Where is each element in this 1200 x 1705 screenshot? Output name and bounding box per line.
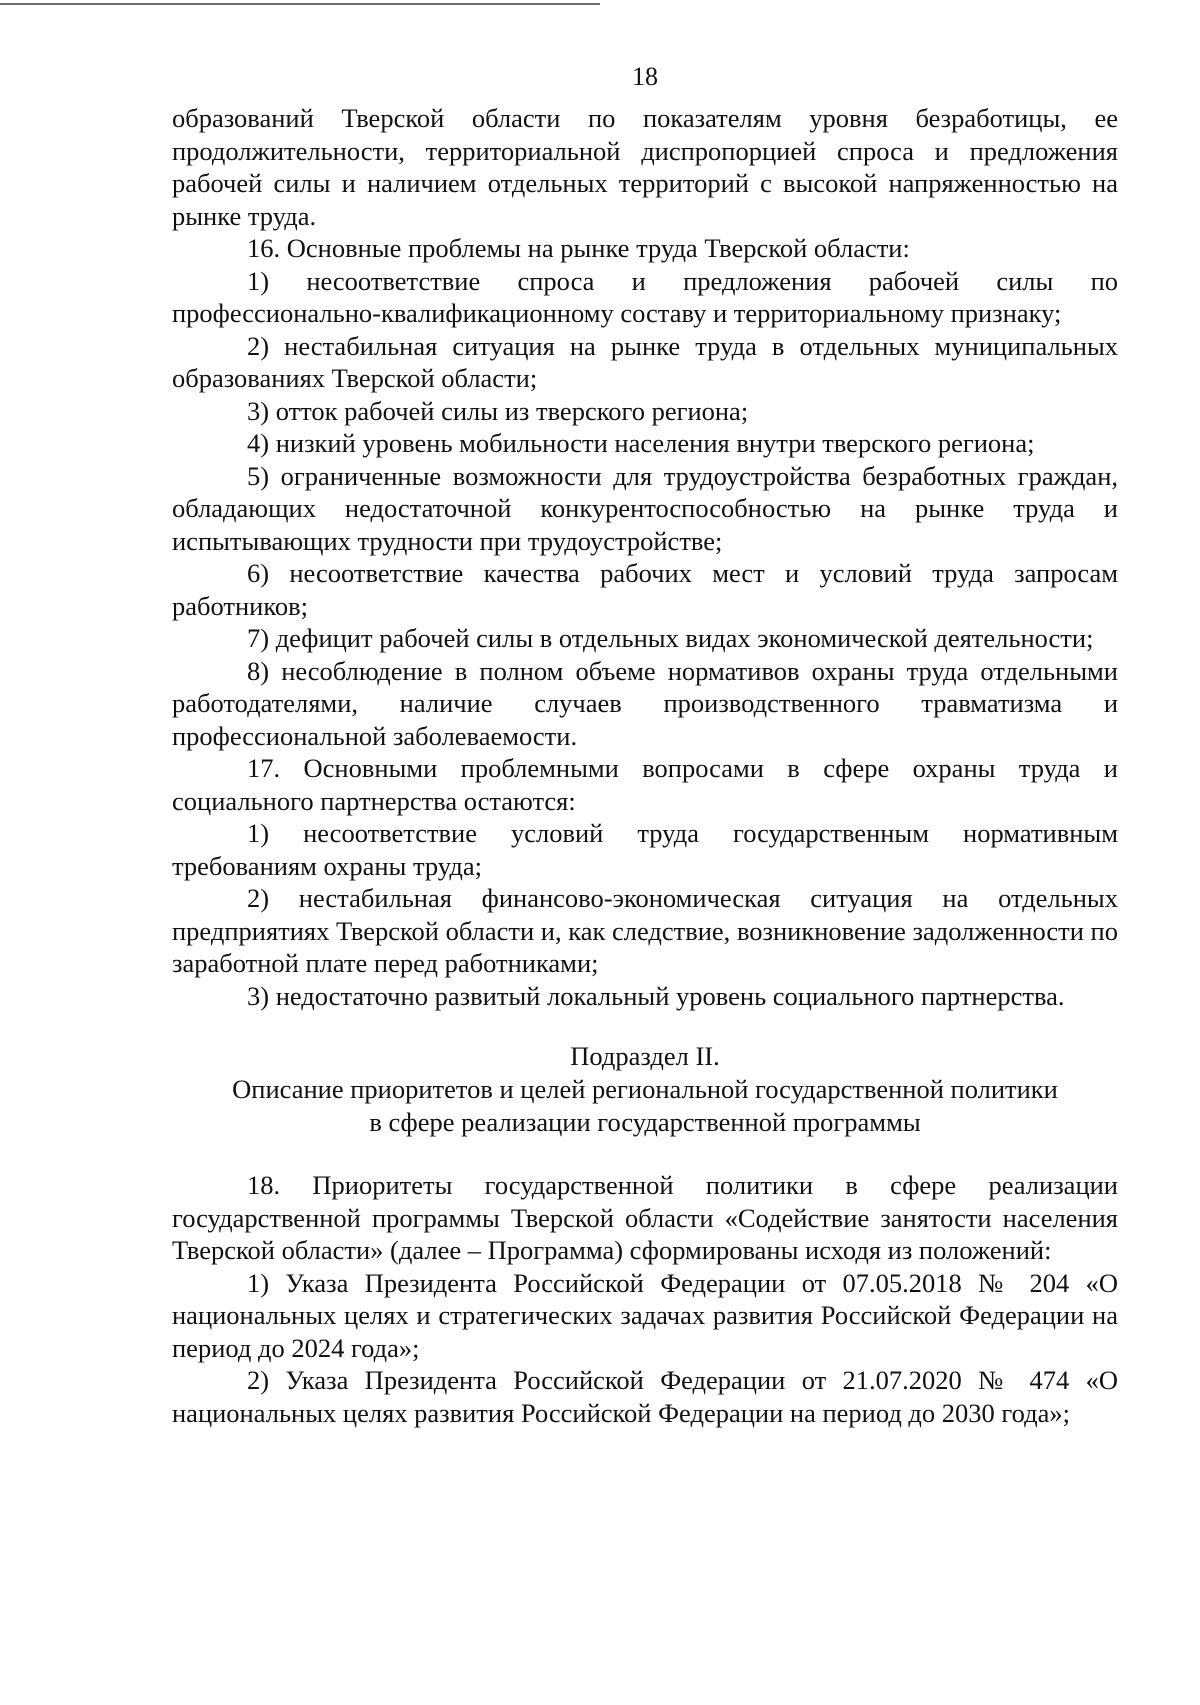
document-page [172, 62, 1118, 1429]
paragraph-p16_1: 1) несоответствие спроса и предложения рабочей силы по профессионально-квалификационному составу и территориальному признаку; [172, 265, 1118, 328]
paragraph-p17_3: 3) недостаточно развитый локальный уровень социального партнерства. [247, 980, 1065, 1011]
paragraph-p18_2: 2) Указа Президента Российской Федерации от 21.07.2020 № 474 «О национальных целях развития Российской Федерации на период до 2030 года»; [172, 1365, 1118, 1428]
paragraph-p16_7: 7) дефицит рабочей силы в отдельных видах экономической деятельности; [247, 623, 1094, 653]
paragraph-cont: образований Тверской области по показателям уровня безработицы, ее продолжительности, территориальной диспропорцией спроса и предложения рабочей силы и наличием отдельных территорий с высокой напряженностью на рынке труда. [172, 103, 1118, 231]
paragraph-p16_8: 8) несоблюдение в полном объеме нормативов охраны труда отдельными работодателями, наличие случаев производственного травматизма и профессиональной заболеваемости. [172, 655, 1118, 751]
paragraph-p16_6: 6) несоответствие качества рабочих мест и условий труда запросам работников; [172, 558, 1118, 621]
scan-edge-line [0, 3, 600, 5]
paragraph-p17: 17. Основными проблемными вопросами в сфере охраны труда и социального партнерства остаются: [172, 753, 1118, 816]
section-heading-line-3: в сфере реализации государственной программы [369, 1107, 921, 1137]
paragraph-p16_4: 4) низкий уровень мобильности населения внутри тверского региона; [247, 428, 1035, 458]
paragraph-p16_2: 2) нестабильная ситуация на рынке труда в отдельных муниципальных образованиях Тверской области; [172, 330, 1118, 393]
paragraph-p16_5: 5) ограниченные возможности для трудоустройства безработных граждан, обладающих недостаточной конкурентоспособностью на рынке труда и испытывающих трудности при трудоустройстве; [172, 460, 1118, 556]
section-heading-line-1: Подраздел II. [570, 1041, 720, 1071]
paragraphs-bottom [172, 1169, 1118, 1429]
page-number: 18 [632, 62, 658, 91]
paragraph-p16: 16. Основные проблемы на рынке труда Тверской области: [247, 233, 910, 263]
paragraphs-top [172, 102, 1118, 1012]
section-heading-line-2: Описание приоритетов и целей региональной государственной политики [232, 1074, 1058, 1104]
paragraph-p17_2: 2) нестабильная финансово-экономическая ситуация на отдельных предприятиях Тверской области и, как следствие, возникновение задолженности по заработной плате перед работниками; [172, 883, 1118, 978]
paragraph-p18_1: 1) Указа Президента Российской Федерации от 07.05.2018 № 204 «О национальных целях и стратегических задачах развития Российской Федерации на период до 2024 года»; [172, 1267, 1118, 1363]
paragraph-p16_3: 3) отток рабочей силы из тверского региона; [247, 395, 749, 426]
paragraph-p18: 18. Приоритеты государственной политики в сфере реализации государственной программы Тверской области «Содействие занятости населения Тверской области» (далее – Программа) сформированы исходя из положений: [172, 1170, 1118, 1265]
paragraph-p17_1: 1) несоответствие условий труда государственным нормативным требованиям охраны труда; [172, 818, 1118, 881]
section-heading [172, 1040, 1118, 1139]
